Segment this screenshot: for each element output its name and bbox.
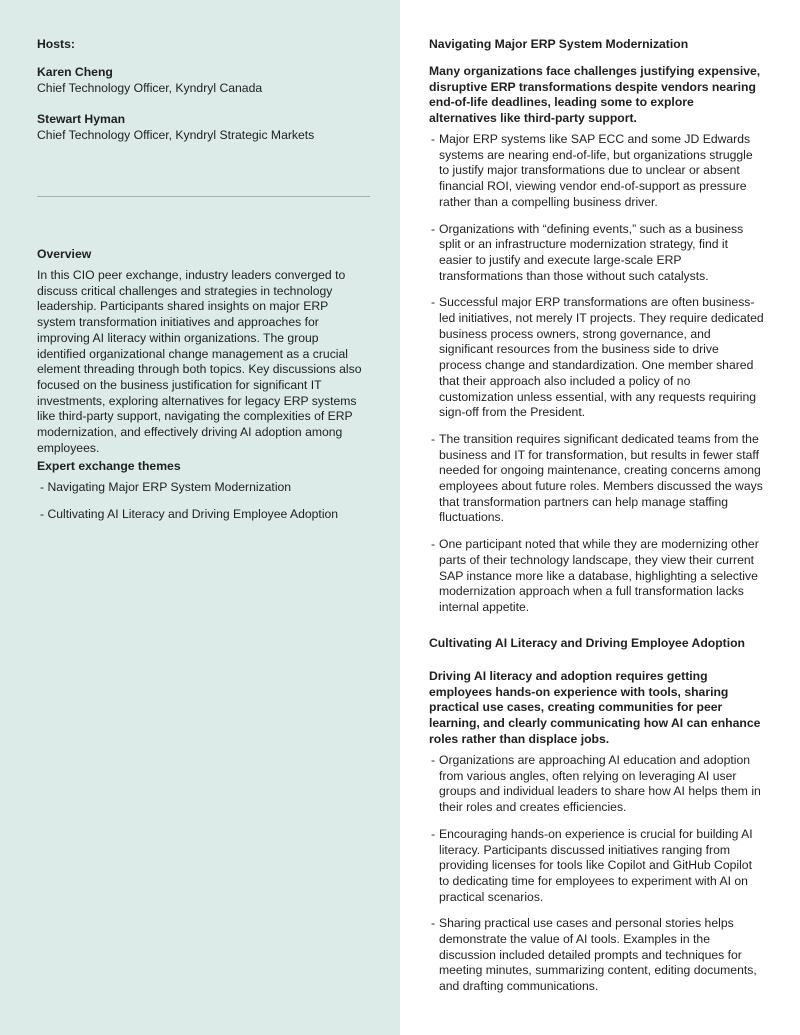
list-item-text: Major ERP systems like SAP ECC and some JD Edwards systems are nearing end-of-life, but organizations struggle to justify major transformations due to unclear or absent financial ROI, viewing vendor end-of-support as pressure rather than a compelling business driver. — [439, 132, 753, 209]
themes-list — [40, 480, 370, 534]
theme-item: - Cultivating AI Literacy and Driving Employee Adoption — [40, 507, 339, 522]
overview-heading: Overview — [37, 247, 92, 261]
list-item-text: The transition requires significant dedicated teams from the business and IT for transformation, but results in fewer staff needed for ongoing maintenance, creating concerns among employees about future roles. Members discussed the ways that transformation partners can help manage staffing fluctuations. — [439, 431, 763, 525]
theme-item: - Navigating Major ERP System Modernization — [40, 480, 292, 494]
list-item: - Successful major ERP transformations are often business-led initiatives, not merely IT projects. They require dedicated business process owners, strong governance, and significant resources from the business side to drive process change and standardization. One member shared that their approach also included a policy of no customization unless essential, with any requests requiring sign-off from the President. — [431, 295, 764, 420]
list-item: - Encouraging hands-on experience is crucial for building AI literacy. Participants discussed initiatives ranging from providing licenses for tools like Copilot and GitHub Copilot to dedicating time for employees to experiment with AI on practical scenarios. — [431, 826, 753, 904]
list-item: - Major ERP systems like SAP ECC and some JD Edwards systems are nearing end-of-life, but organizations struggle to justify major transformations due to unclear or absent financial ROI, viewing vendor end-of-support as pressure rather than a compelling business driver. — [431, 132, 753, 209]
list-item-text: Encouraging hands-on experience is crucial for building AI literacy. Participants discussed initiatives ranging from providing licenses for tools like Copilot and GitHub Copilot to dedicating time for employees to experiment with AI on practical scenarios. — [439, 826, 753, 904]
list-item: - The transition requires significant dedicated teams from the business and IT for transformation, but results in fewer staff needed for ongoing maintenance, creating concerns among employees about future roles. Members discussed the ways that transformation partners can help manage staffing fluctuations. — [431, 431, 763, 525]
hosts-label: Hosts: — [37, 37, 75, 51]
host-title: Chief Technology Officer, Kyndryl Canada — [37, 81, 263, 95]
section-lead: Driving AI literacy and adoption requires getting employees hands-on experience with tools, sharing practical use cases, creating communities for peer learning, and clearly communicating how AI can enhance roles rather than displace jobs. — [429, 669, 761, 746]
list-item-text: Organizations are approaching AI education and adoption from various angles, often relying on leveraging AI user groups and individual leaders to share how AI helps them in their roles and creates efficiencies. — [439, 753, 761, 815]
themes-heading: Expert exchange themes — [37, 459, 181, 473]
list-item-text: Organizations with “defining events,” such as a business split or an infrastructure modernization strategy, find it easier to justify and execute large-scale ERP transformations than those without such catalysts. — [439, 221, 744, 283]
section-title: Cultivating AI Literacy and Driving Employee Adoption — [429, 636, 746, 650]
list-item: - Sharing practical use cases and personal stories helps demonstrate the value of AI tools. Examples in the discussion included detailed prompts and techniques for meeting minutes, summarizing content, editing documents, and drafting communications. — [431, 916, 757, 994]
theme-item-label: Navigating Major ERP System Modernization — [47, 480, 292, 494]
overview-paragraph: In this CIO peer exchange, industry leaders converged to discuss critical challenges and strategies in technology leadership. Participants shared insights on major ERP system transformation initiatives and approaches for improving AI literacy within organizations. The group identified organizational change management as a crucial element threading through both topics. Key discussions also focused on the business justification for significant IT investments, exploring alternatives for legacy ERP systems like third-party support, navigating the complexities of ERP modernization, and effectively driving AI adoption among employees. — [37, 268, 362, 455]
list-item-text: One participant noted that while they are modernizing other parts of their technology landscape, they view their current SAP instance more like a database, highlighting a selective modernization approach when a full transformation lacks internal appetite. — [439, 537, 759, 614]
divider — [37, 196, 370, 197]
section-title: Navigating Major ERP System Modernization — [429, 37, 689, 51]
list-item-text: Successful major ERP transformations are often business-led initiatives, not merely IT projects. They require dedicated business process owners, strong governance, and significant resources from the business side to drive process change and standardization. One member shared that their approach also included a policy of no customization unless essential, with any requests requiring sign-off from the President. — [439, 295, 764, 420]
host-name: Karen Cheng — [37, 65, 113, 79]
section-bullets — [429, 132, 769, 627]
host-name: Stewart Hyman — [37, 112, 126, 126]
list-item-text: Sharing practical use cases and personal stories helps demonstrate the value of AI tools. Examples in the discussion included detailed prompts and techniques for meeting minutes, summarizing content, editing documents, and drafting communications. — [439, 916, 757, 994]
section-lead: Many organizations face challenges justifying expensive, disruptive ERP transformations despite vendors nearing end-of-life deadlines, leading some to explore alternatives like third-party support. — [429, 64, 761, 126]
section-bullets — [429, 753, 769, 1006]
list-item: - Organizations with “defining events,” such as a business split or an infrastructure modernization strategy, find it easier to justify and execute large-scale ERP transformations than those without such catalysts. — [431, 221, 744, 283]
host-title: Chief Technology Officer, Kyndryl Strategic Markets — [37, 128, 315, 142]
list-item: - Organizations are approaching AI education and adoption from various angles, often relying on leveraging AI user groups and individual leaders to share how AI helps them in their roles and creates efficiencies. — [431, 753, 761, 815]
theme-item-label: Cultivating AI Literacy and Driving Employee Adoption — [47, 507, 339, 522]
list-item: - One participant noted that while they are modernizing other parts of their technology landscape, they view their current SAP instance more like a database, highlighting a selective modernization approach when a full transformation lacks internal appetite. — [431, 537, 759, 614]
